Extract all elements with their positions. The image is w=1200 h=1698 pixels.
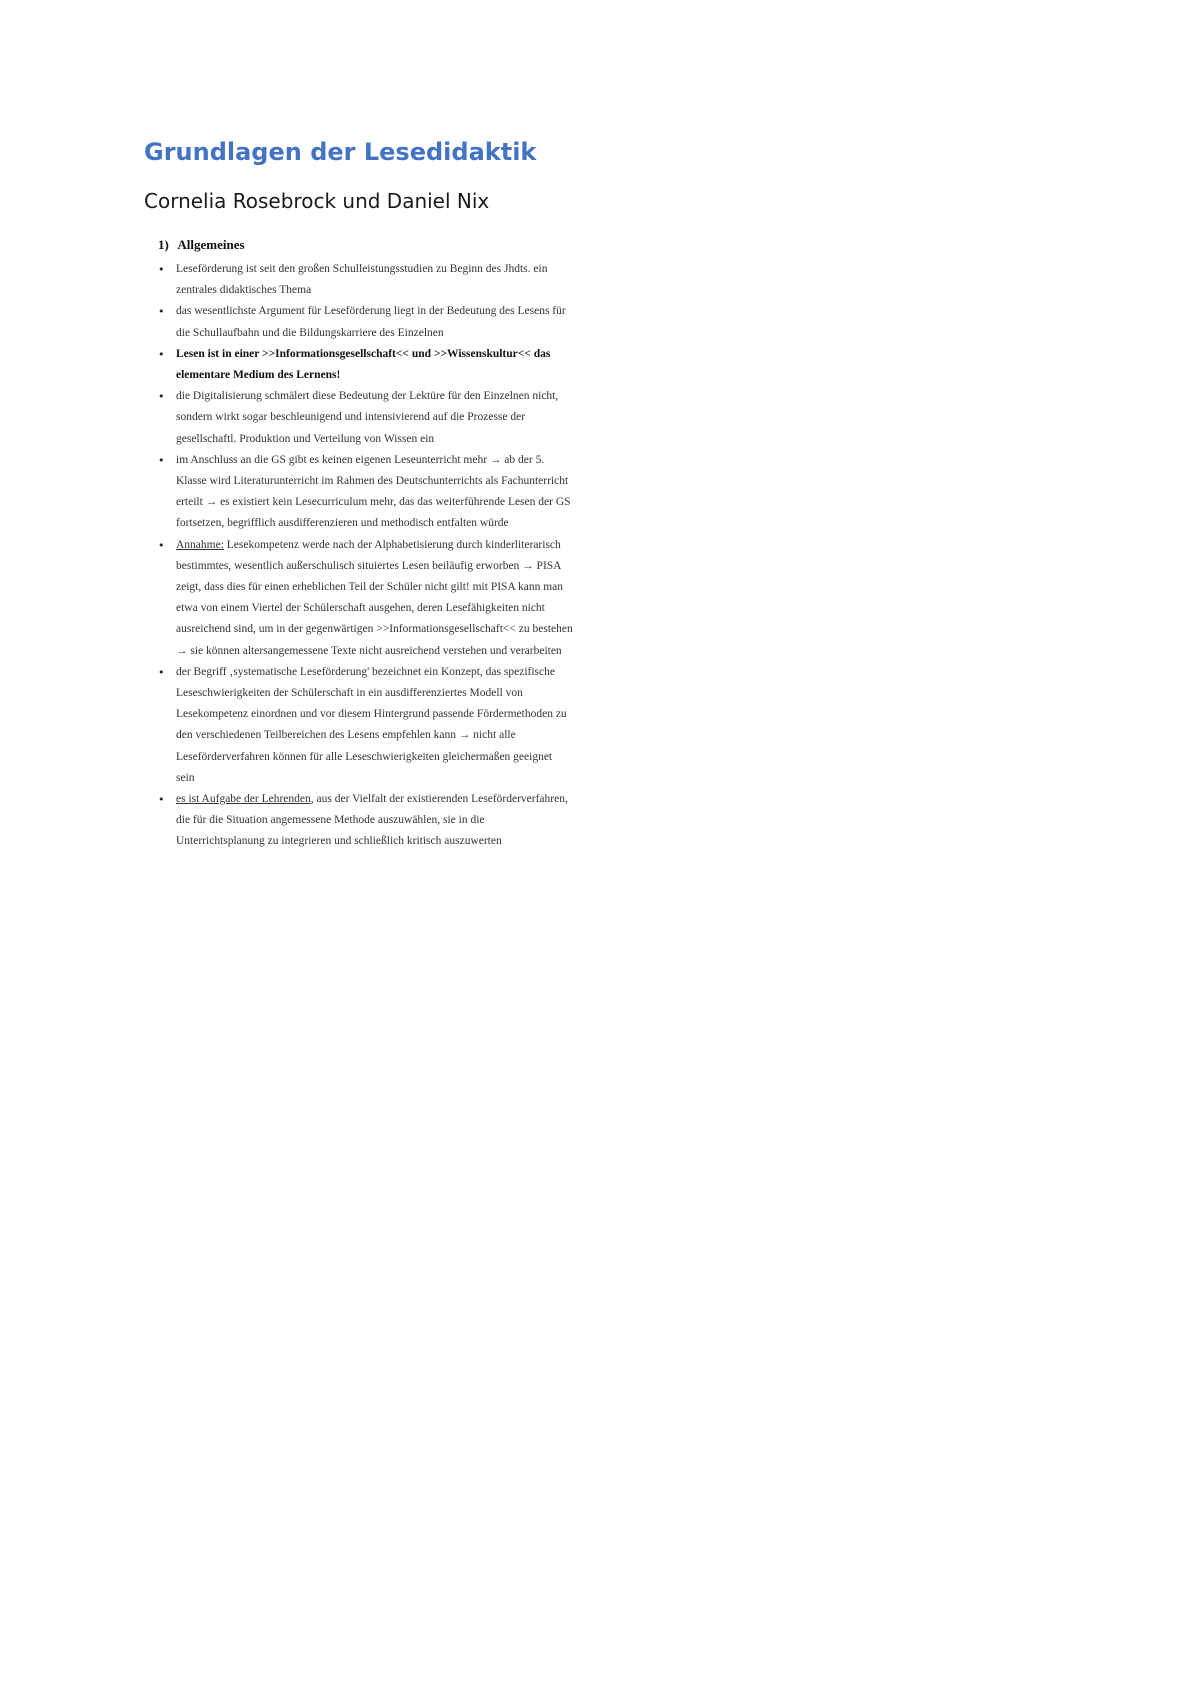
list-item-line: die Schullaufbahn und die Bildungskarriere des Einzelnen xyxy=(176,326,444,339)
list-item xyxy=(158,386,608,450)
list-item-line: • das wesentlichste Argument für Leseförderung liegt in der Bedeutung des Lesens für xyxy=(176,305,566,318)
list-item-line: erteilt → es existiert kein Lesecurriculum mehr, das das weiterführende Lesen der GS xyxy=(176,496,571,509)
document-body xyxy=(158,234,608,853)
underlined-term: Annahme: xyxy=(176,538,224,551)
list-item-line: → sie können altersangemessene Texte nicht ausreichend verstehen und verarbeiten xyxy=(176,644,562,657)
list-item-line: Leseschwierigkeiten der Schülerschaft in ein ausdifferenziertes Modell von xyxy=(176,687,523,700)
list-item-line xyxy=(176,535,608,556)
list-item xyxy=(158,344,608,386)
list-item xyxy=(158,450,608,535)
list-item-line: • der Begriff ‚systematische Leseförderung' bezeichnet ein Konzept, das spezifische xyxy=(176,665,555,678)
list-item xyxy=(158,301,608,343)
list-item-line: sein xyxy=(176,771,195,784)
list-item-line: • die Digitalisierung schmälert diese Bedeutung der Lektüre für den Einzelnen nicht, xyxy=(176,390,559,403)
document-title: Grundlagen der Lesedidaktik xyxy=(144,138,537,166)
list-item-line: • Lesen ist in einer >>Informationsgesellschaft<< und >>Wissenskultur<< das xyxy=(176,347,551,360)
list-item xyxy=(158,535,608,662)
list-item-line: • Leseförderung ist seit den großen Schulleistungsstudien zu Beginn des Jhdts. ein xyxy=(176,263,548,275)
line-text: , aus der Vielfalt der existierenden Leseförderverfahren, xyxy=(310,793,568,806)
list-item-line: Unterrichtsplanung zu integrieren und schließlich kritisch auszuwerten xyxy=(176,835,502,848)
section-title: Allgemeines xyxy=(177,237,245,252)
list-item-line: Klasse wird Literaturunterricht im Rahmen des Deutschunterrichts als Fachunterricht xyxy=(176,475,569,488)
document-authors: Cornelia Rosebrock und Daniel Nix xyxy=(144,189,490,213)
line-text: Lesekompetenz werde nach der Alphabetisierung durch kinderliterarisch xyxy=(223,538,561,551)
list-item-line: Lesekompetenz einordnen und vor diesem Hintergrund passende Fördermethoden zu xyxy=(176,708,567,721)
list-item xyxy=(158,789,608,853)
list-item-line: gesellschaftl. Produktion und Verteilung von Wissen ein xyxy=(176,432,435,445)
list-item-line: den verschiedenen Teilbereichen des Lesens empfehlen kann → nicht alle xyxy=(176,729,516,742)
list-item xyxy=(158,662,608,789)
list-item-line: fortsetzen, begrifflich ausdifferenzieren und methodisch entfalten würde xyxy=(176,517,509,530)
list-item-line: sondern wirkt sogar beschleunigend und intensivierend auf die Prozesse der xyxy=(176,411,526,424)
list-item-line: ausreichend sind, um in der gegenwärtigen >>Informationsgesellschaft<< zu bestehen xyxy=(176,623,573,636)
list-item-line: elementare Medium des Lernens! xyxy=(176,369,341,382)
list-item-line: • im Anschluss an die GS gibt es keinen eigenen Leseunterricht mehr → ab der 5. xyxy=(176,453,545,466)
list-item-line: zeigt, dass dies für einen erheblichen Teil der Schüler nicht gilt! mit PISA kann man xyxy=(176,581,564,594)
list-item-line: die für die Situation angemessene Methode auszuwählen, sie in die xyxy=(176,814,485,827)
list-item-line: zentrales didaktisches Thema xyxy=(176,284,312,297)
section-number: 1) xyxy=(158,237,169,252)
list-item-line xyxy=(176,789,608,810)
list-item-line: Leseförderverfahren können für alle Leseschwierigkeiten gleichermaßen geeignet xyxy=(176,750,553,763)
list-item xyxy=(158,259,608,301)
list-item-line: bestimmtes, wesentlich außerschulisch situiertes Lesen beiläufig erworben → PISA xyxy=(176,559,562,572)
section-heading xyxy=(158,234,608,256)
underlined-term: es ist Aufgabe der Lehrenden xyxy=(176,793,311,806)
list-item-line: etwa von einem Viertel der Schülerschaft ausgehen, deren Lesefähigkeiten nicht xyxy=(176,602,545,615)
bullet-list xyxy=(158,259,608,853)
